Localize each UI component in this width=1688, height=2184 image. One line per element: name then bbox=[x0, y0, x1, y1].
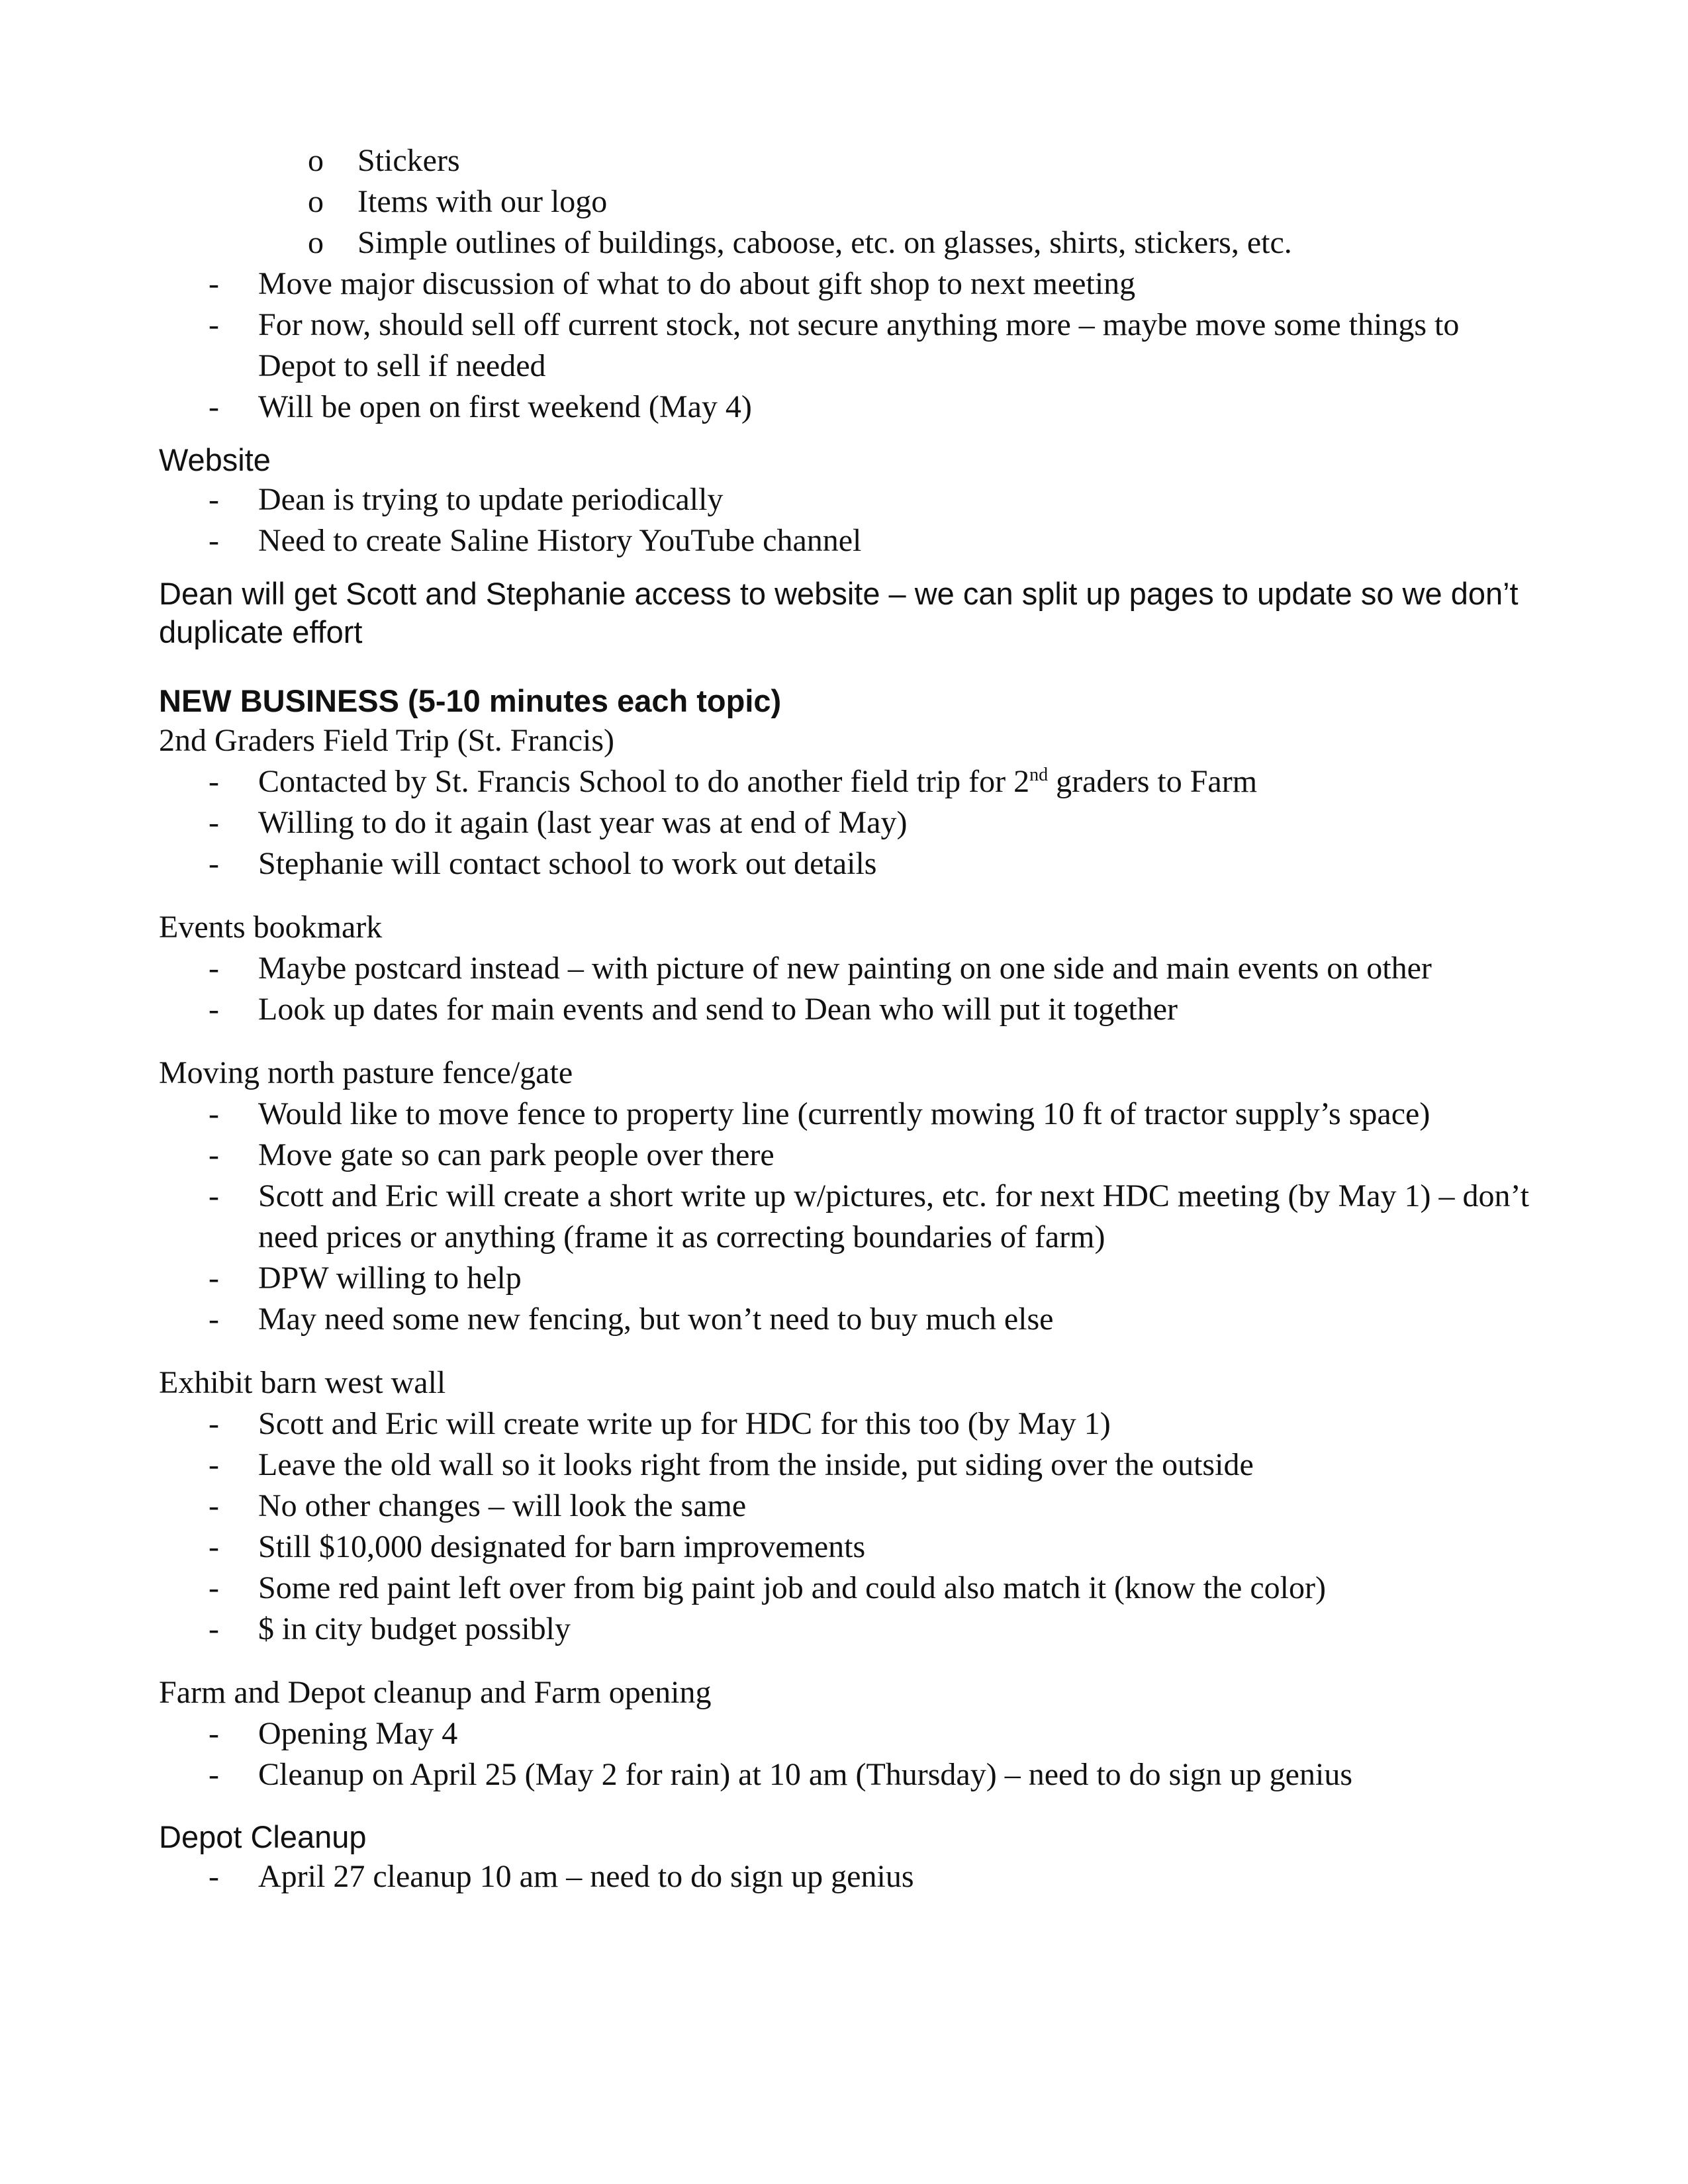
list-item: - May need some new fencing, but won’t need to buy much else bbox=[159, 1299, 1536, 1340]
dash-bullet: - bbox=[209, 1611, 219, 1646]
circle-bullet: o bbox=[308, 225, 324, 260]
list-item: - DPW willing to help bbox=[159, 1258, 1536, 1299]
circle-bullet: o bbox=[308, 143, 324, 178]
list-item: o Simple outlines of buildings, caboose, etc. on glasses, shirts, stickers, etc. bbox=[159, 222, 1536, 263]
dash-bullet: - bbox=[209, 1096, 219, 1131]
dash-bullet: - bbox=[209, 1716, 219, 1751]
dash-bullet: - bbox=[209, 482, 219, 517]
list-item: - Maybe postcard instead – with picture of new painting on one side and main events on other bbox=[159, 948, 1536, 989]
dash-bullet: - bbox=[209, 1488, 219, 1523]
list-item: o Stickers bbox=[159, 140, 1536, 181]
barn-wall-list bbox=[159, 1403, 1536, 1650]
new-business-heading: NEW BUSINESS (5-10 minutes each topic) bbox=[159, 683, 782, 718]
list-item: o Items with our logo bbox=[159, 181, 1536, 222]
gift-shop-list bbox=[159, 263, 1536, 428]
dash-bullet: - bbox=[209, 1406, 219, 1441]
dash-bullet: - bbox=[209, 523, 219, 558]
list-item: - Some red paint left over from big paint job and could also match it (know the color) bbox=[159, 1568, 1536, 1609]
dash-bullet: - bbox=[209, 1260, 219, 1296]
list-item: - Contacted by St. Francis School to do another field trip for 2nd graders to Farm bbox=[159, 761, 1536, 802]
list-item: - Leave the old wall so it looks right from the inside, put siding over the outside bbox=[159, 1445, 1536, 1486]
document-body bbox=[159, 140, 1536, 1897]
dash-bullet: - bbox=[209, 389, 219, 424]
list-item: - Would like to move fence to property line (currently mowing 10 ft of tractor supply’s space) bbox=[159, 1094, 1536, 1135]
dash-bullet: - bbox=[209, 1570, 219, 1605]
list-item: - Will be open on first weekend (May 4) bbox=[159, 387, 1536, 428]
list-item: - Move major discussion of what to do about gift shop to next meeting bbox=[159, 263, 1536, 305]
dash-bullet: - bbox=[209, 1447, 219, 1482]
list-item: - Opening May 4 bbox=[159, 1713, 1536, 1754]
dash-bullet: - bbox=[209, 1529, 219, 1564]
website-heading: Website bbox=[159, 442, 271, 477]
barn-wall-heading: Exhibit barn west wall bbox=[159, 1365, 446, 1400]
list-item: - Look up dates for main events and send to Dean who will put it together bbox=[159, 989, 1536, 1030]
list-item: - Move gate so can park people over there bbox=[159, 1135, 1536, 1176]
list-item: - No other changes – will look the same bbox=[159, 1486, 1536, 1527]
dash-bullet: - bbox=[209, 266, 219, 301]
farm-cleanup-list bbox=[159, 1713, 1536, 1795]
list-item: - Dean is trying to update periodically bbox=[159, 479, 1536, 520]
list-item: - For now, should sell off current stock, not secure anything more – maybe move some things to Depot to sell if needed bbox=[159, 305, 1536, 387]
list-item: - Cleanup on April 25 (May 2 for rain) at 10 am (Thursday) – need to do sign up genius bbox=[159, 1754, 1536, 1795]
dash-bullet: - bbox=[209, 951, 219, 986]
dash-bullet: - bbox=[209, 1302, 219, 1337]
pasture-fence-heading: Moving north pasture fence/gate bbox=[159, 1055, 573, 1090]
dash-bullet: - bbox=[209, 307, 219, 342]
events-bookmark-heading: Events bookmark bbox=[159, 910, 383, 945]
dash-bullet: - bbox=[209, 1757, 219, 1792]
events-bookmark-list bbox=[159, 948, 1536, 1030]
dash-bullet: - bbox=[209, 992, 219, 1027]
field-trip-heading: 2nd Graders Field Trip (St. Francis) bbox=[159, 723, 614, 758]
depot-cleanup-list bbox=[159, 1856, 1536, 1897]
farm-cleanup-heading: Farm and Depot cleanup and Farm opening bbox=[159, 1675, 712, 1710]
list-item: - Need to create Saline History YouTube channel bbox=[159, 520, 1536, 561]
dash-bullet: - bbox=[209, 1859, 219, 1894]
list-item: - April 27 cleanup 10 am – need to do sign up genius bbox=[159, 1856, 1536, 1897]
depot-cleanup-heading: Depot Cleanup bbox=[159, 1819, 367, 1854]
list-item: - Willing to do it again (last year was at end of May) bbox=[159, 802, 1536, 843]
website-note: Dean will get Scott and Stephanie access to website – we can split up pages to update so we don’t duplicate effort bbox=[159, 576, 1519, 649]
list-item: - Still $10,000 designated for barn improvements bbox=[159, 1527, 1536, 1568]
gift-shop-sub-list bbox=[159, 140, 1536, 263]
list-item: - Scott and Eric will create write up for HDC for this too (by May 1) bbox=[159, 1403, 1536, 1445]
pasture-fence-list bbox=[159, 1094, 1536, 1340]
dash-bullet: - bbox=[209, 846, 219, 881]
circle-bullet: o bbox=[308, 184, 324, 219]
list-item: - Scott and Eric will create a short write up w/pictures, etc. for next HDC meeting (by May 1) – don’t need prices or anything (frame it as correcting boundaries of farm) bbox=[159, 1176, 1536, 1258]
dash-bullet: - bbox=[209, 805, 219, 840]
field-trip-list bbox=[159, 761, 1536, 884]
dash-bullet: - bbox=[209, 764, 219, 799]
website-list bbox=[159, 479, 1536, 561]
list-item: - Stephanie will contact school to work out details bbox=[159, 843, 1536, 884]
list-item: - $ in city budget possibly bbox=[159, 1609, 1536, 1650]
dash-bullet: - bbox=[209, 1178, 219, 1213]
dash-bullet: - bbox=[209, 1137, 219, 1172]
